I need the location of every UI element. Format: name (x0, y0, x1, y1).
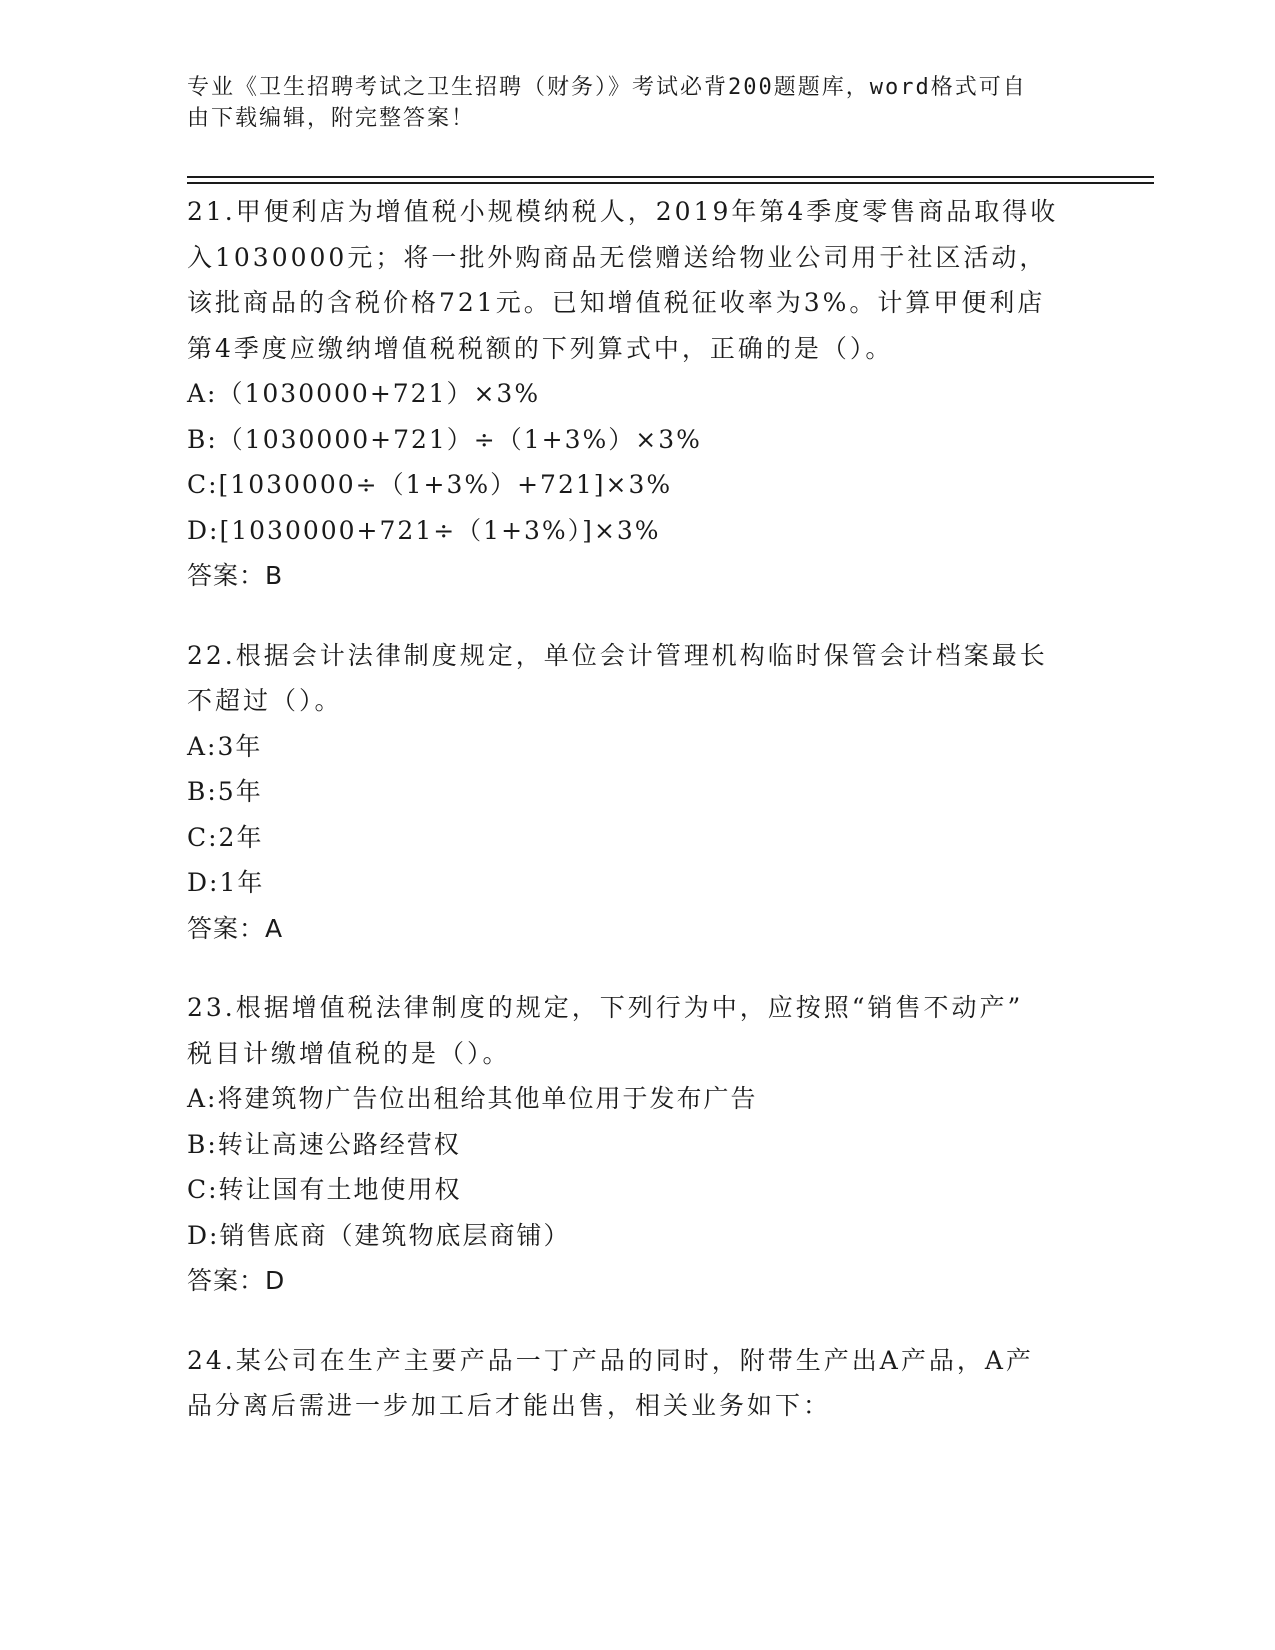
option-d: D:1年 (187, 868, 265, 897)
option-d: D:[1030000+721÷（1+3%）]×3% (187, 515, 661, 545)
document-header (187, 72, 1067, 134)
option-c: C:转让国有土地使用权 (187, 1175, 462, 1204)
answer-line (187, 906, 1087, 952)
header-line-2: 由下载编辑，附完整答案！ (187, 106, 476, 131)
question-23 (187, 985, 1087, 1304)
question-stem (187, 1338, 1087, 1429)
stem-line: 不超过（）。 (187, 686, 343, 715)
stem-line: 24.某公司在生产主要产品一丁产品的同时，附带生产出A产品，A产 (187, 1345, 1034, 1375)
option-a: A:（1030000+721）×3% (187, 379, 541, 408)
question-22 (187, 633, 1087, 952)
option-d: D:销售底商（建筑物底层商铺） (187, 1220, 571, 1250)
option-a: A:3年 (187, 731, 263, 761)
stem-line: 该批商品的含税价格721元。已知增值税征收率为3%。计算甲便利店 (187, 288, 1046, 317)
option-b: B:转让高速公路经营权 (187, 1129, 461, 1159)
question-stem (187, 633, 1087, 724)
question-list (187, 189, 1087, 1463)
answer-value: D (265, 1266, 285, 1295)
stem-line: 税目计缴增值税的是（）。 (187, 1038, 511, 1068)
question-stem (187, 189, 1087, 371)
question-24 (187, 1338, 1087, 1429)
question-21 (187, 189, 1087, 599)
answer-value: A (265, 913, 283, 943)
option-c: C:[1030000÷（1+3%）+721]×3% (187, 470, 673, 499)
option-b: B:5年 (187, 777, 263, 806)
header-divider-bottom (187, 182, 1154, 184)
option-b: B:（1030000+721）÷（1+3%）×3% (187, 424, 702, 454)
answer-value: B (265, 561, 283, 590)
option-c: C:2年 (187, 822, 264, 852)
header-divider-top (187, 176, 1154, 178)
stem-line: 第4季度应缴纳增值税税额的下列算式中，正确的是（）。 (187, 333, 894, 363)
question-stem (187, 985, 1087, 1076)
stem-line: 品分离后需进一步加工后才能出售，相关业务如下： (187, 1391, 832, 1420)
answer-label: 答案： (187, 913, 266, 943)
stem-line: 21.甲便利店为增值税小规模纳税人，2019年第4季度零售商品取得收 (187, 197, 1059, 226)
stem-line: 23.根据增值税法律制度的规定，下列行为中，应按照“销售不动产” (187, 993, 1024, 1022)
stem-line: 入1030000元；将一批外购商品无偿赠送给物业公司用于社区活动， (187, 242, 1048, 272)
answer-label: 答案： (187, 1266, 266, 1295)
header-line-1: 专业《卫生招聘考试之卫生招聘（财务）》考试必背200题题库，word格式可自 (187, 75, 1027, 100)
answer-label: 答案： (187, 561, 266, 590)
answer-line (187, 1258, 1087, 1304)
answer-line (187, 553, 1087, 599)
option-a: A:将建筑物广告位出租给其他单位用于发布广告 (187, 1084, 758, 1113)
stem-line: 22.根据会计法律制度规定，单位会计管理机构临时保管会计档案最长 (187, 640, 1048, 670)
